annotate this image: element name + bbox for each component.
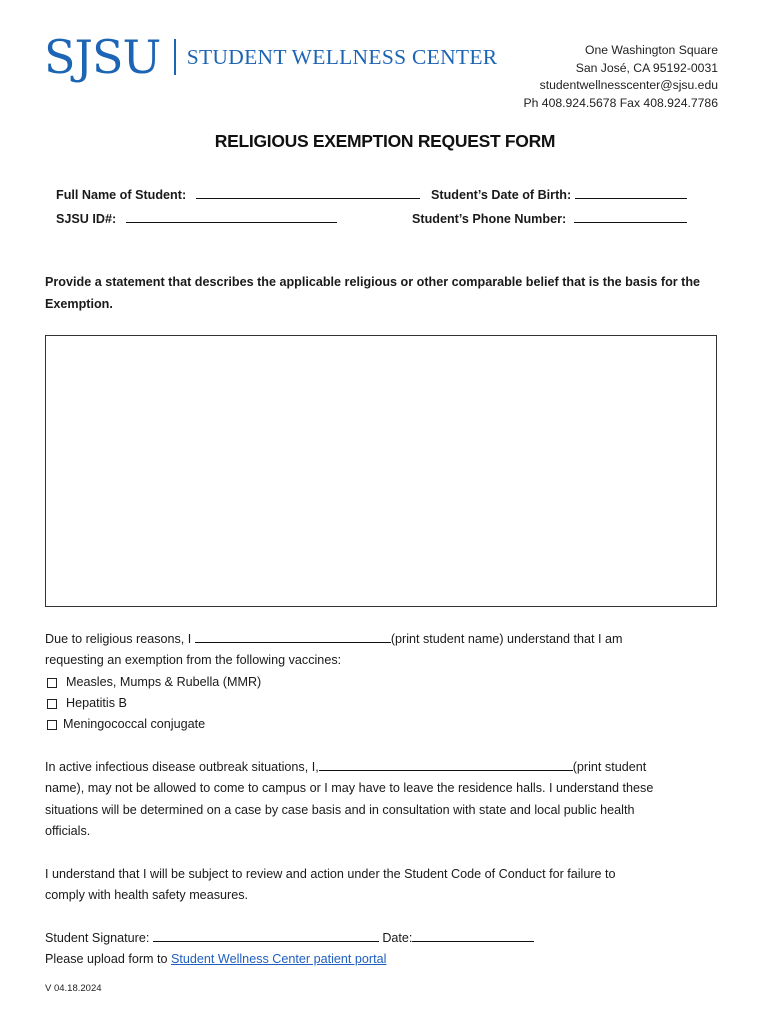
logo-divider: [174, 39, 176, 75]
full-name-field: [56, 187, 420, 202]
reasons-line: [45, 629, 623, 651]
date-label: Date:: [382, 931, 413, 945]
outbreak-line-1: [45, 757, 646, 779]
email-line: studentwellnesscenter@sjsu.edu: [539, 78, 718, 92]
dob-blank[interactable]: [575, 187, 687, 199]
vaccine-option-hepb: [45, 693, 127, 715]
upload-line: [45, 949, 386, 971]
vaccine-label: Measles, Mumps & Rubella (MMR): [66, 675, 262, 689]
vaccine-label: Hepatitis B: [66, 696, 127, 710]
form-title: RELIGIOUS EXEMPTION REQUEST FORM: [214, 131, 556, 151]
upload-prefix: Please upload form to: [45, 952, 172, 966]
outbreak-line-2: name), may not be allowed to come to campus or I may have to leave the residence halls. I understand these: [45, 781, 654, 795]
vaccine-label: Meningococcal conjugate: [63, 717, 206, 731]
outbreak-line-4: officials.: [45, 824, 91, 838]
reasons-prefix: Due to religious reasons, I: [45, 632, 195, 646]
full-name-label: Full Name of Student:: [56, 188, 187, 202]
sjsu-id-field: [56, 211, 337, 226]
reasons-line-2: requesting an exemption from the following vaccines:: [45, 653, 342, 667]
sjsu-logo: [44, 30, 498, 84]
date-blank[interactable]: [412, 930, 534, 942]
full-name-blank[interactable]: [196, 187, 420, 199]
outbreak-line-3: situations will be determined on a case by case basis and in consultation with state and local public health: [45, 803, 635, 817]
phone-label: Student’s Phone Number:: [412, 212, 567, 226]
conduct-line-1: I understand that I will be subject to review and action under the Student Code of Conduct for failure to: [45, 867, 616, 881]
vaccine-option-mmr: [45, 672, 261, 694]
sjsu-id-label: SJSU ID#:: [56, 212, 117, 226]
outbreak-name-blank[interactable]: [319, 759, 573, 771]
address-line: One Washington Square: [584, 43, 718, 57]
vaccine-option-meningococcal: [45, 714, 205, 736]
hepatitis-b-checkbox[interactable]: [47, 699, 57, 709]
version-label: V 04.18.2024: [45, 983, 102, 994]
dob-label: Student’s Date of Birth:: [431, 188, 572, 202]
conduct-line-2: comply with health safety measures.: [45, 888, 248, 902]
mmr-checkbox[interactable]: [47, 678, 57, 688]
phone-field: [412, 211, 687, 226]
dob-field: [431, 187, 687, 202]
signature-blank[interactable]: [153, 930, 379, 942]
signature-label: Student Signature:: [45, 931, 150, 945]
address-line: San José, CA 95192-0031: [575, 60, 718, 75]
logo-mark: SJSU: [44, 30, 161, 84]
phone-blank[interactable]: [574, 211, 687, 223]
signature-row: [45, 928, 534, 950]
statement-prompt: Provide a statement that describes the applicable religious or other comparable belief that is the basis for the Exemption.: [45, 275, 701, 311]
patient-portal-link[interactable]: Student Wellness Center patient portal: [171, 952, 387, 966]
sjsu-id-blank[interactable]: [126, 211, 337, 223]
logo-department-name: STUDENT WELLNESS CENTER: [186, 44, 498, 69]
outbreak-suffix: (print student: [572, 760, 647, 774]
outbreak-prefix: In active infectious disease outbreak situations, I,: [45, 760, 319, 774]
meningococcal-checkbox[interactable]: [47, 720, 57, 730]
reasons-suffix: (print student name) understand that I am: [390, 632, 623, 646]
phone-fax-line: Ph 408.924.5678 Fax 408.924.7786: [523, 95, 718, 110]
print-name-blank[interactable]: [195, 631, 391, 643]
contact-address: [524, 42, 719, 112]
statement-text-box[interactable]: [45, 335, 717, 607]
